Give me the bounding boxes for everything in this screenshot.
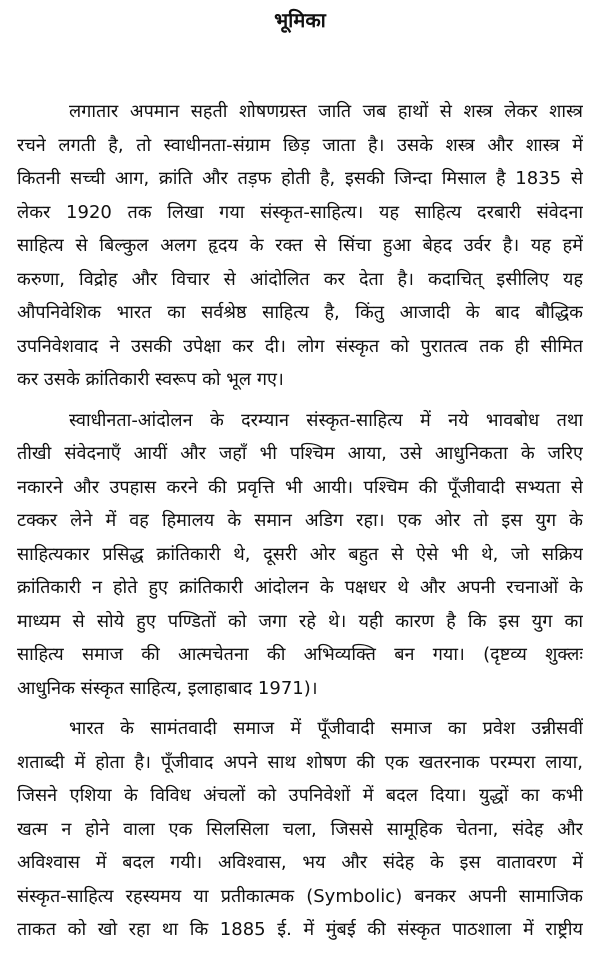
text-line: नकारने और उपहास करने की प्रवृत्ति भी आयी। पश्चिम की पूँजीवादी सभ्यता से [17, 476, 583, 498]
text-line: औपनिवेशिक भारत का सर्वश्रेष्ठ साहित्य है, किंतु आजादी के बाद बौद्धिक [17, 302, 583, 323]
text-line: साहित्य समाज की आत्मचेतना की अभिव्यक्ति बन गया। (दृष्टव्य शुक्लः [17, 644, 583, 665]
document-body [17, 95, 583, 954]
text-line: भारत के सामंतवादी समाज में पूँजीवादी समाज का प्रवेश उन्नीसवीं [69, 718, 583, 739]
text-line: कितनी सच्ची आग, क्रांति और तड़फ होती है, इसकी जिन्दा मिसाल है 1835 से [17, 168, 583, 189]
text-line: लेकर 1920 तक लिखा गया संस्कृत-साहित्य। यह साहित्य दरबारी संवेदना [17, 201, 583, 223]
text-line: जिसने एशिया के विविध अंचलों को उपनिवेशों में बदल दिया। युद्धों का कभी [17, 785, 583, 806]
text-line: संस्कृत-साहित्य रहस्यमय या प्रतीकात्मक (Symbolic) बनकर अपनी सामाजिक [17, 885, 583, 907]
text-line: कर उसके क्रांतिकारी स्वरूप को भूल गए। [17, 369, 284, 390]
text-line: करुणा, विद्रोह और विचार से आंदोलित कर देता है। कदाचित् इसीलिए यह [17, 268, 583, 290]
paragraph-3 [17, 712, 583, 947]
text-line: साहित्यकार प्रसिद्ध क्रांतिकारी थे, दूसरी ओर बहुत से ऐसे भी थे, जो सक्रिय [17, 543, 583, 565]
text-line: माध्यम से सोये हुए पण्डितों को जगा रहे थे। यही कारण है कि इस युग का [17, 610, 583, 632]
text-line: टक्कर लेने में वह हिमालय के समान अडिग रहा। एक ओर तो इस युग के [17, 510, 583, 531]
text-line: लगातार अपमान सहती शोषणग्रस्त जाति जब हाथों से शस्त्र लेकर शास्त्र [69, 101, 583, 122]
text-line: अविश्वास में बदल गयी। अविश्वास, भय और संदेह के इस वातावरण में [17, 852, 583, 873]
text-line: तीखी संवेदनाएँ आयीं और जहाँ भी पश्चिम आया, उसे आधुनिकता के जरिए [17, 443, 583, 464]
page-title: भूमिका [274, 8, 326, 32]
text-line: शताब्दी में होता है। पूँजीवाद अपने साथ शोषण की एक खतरनाक परम्परा लाया, [17, 751, 583, 773]
text-line: रचने लगती है, तो स्वाधीनता-संग्राम छिड़ जाता है। उसके शस्त्र और शास्त्र में [17, 134, 583, 156]
text-line: आधुनिक संस्कृत साहित्य, इलाहाबाद 1971)। [17, 677, 318, 699]
text-line: स्वाधीनता-आंदोलन के दरम्यान संस्कृत-साहित्य में नये भावबोध तथा [69, 409, 583, 431]
text-line: ताकत को खो रहा था कि 1885 ई. में मुंबई की संस्कृत पाठशाला में राष्ट्रीय [17, 919, 583, 940]
text-line: क्रांतिकारी न होते हुए क्रांतिकारी आंदोलन के पक्षधर थे और अपनी रचनाओं के [17, 577, 583, 598]
paragraph-1 [17, 95, 583, 397]
text-line: साहित्य से बिल्कुल अलग हृदय के रक्त से सिंचा हुआ बेहद उर्वर है। यह हमें [17, 235, 583, 256]
text-line: खत्म न होने वाला एक सिलसिला चला, जिससे सामूहिक चेतना, संदेह और [17, 818, 583, 840]
paragraph-2 [17, 404, 583, 706]
text-line: उपनिवेशवाद ने उसकी उपेक्षा कर दी। लोग संस्कृत को पुरातत्व तक ही सीमित [17, 335, 583, 357]
